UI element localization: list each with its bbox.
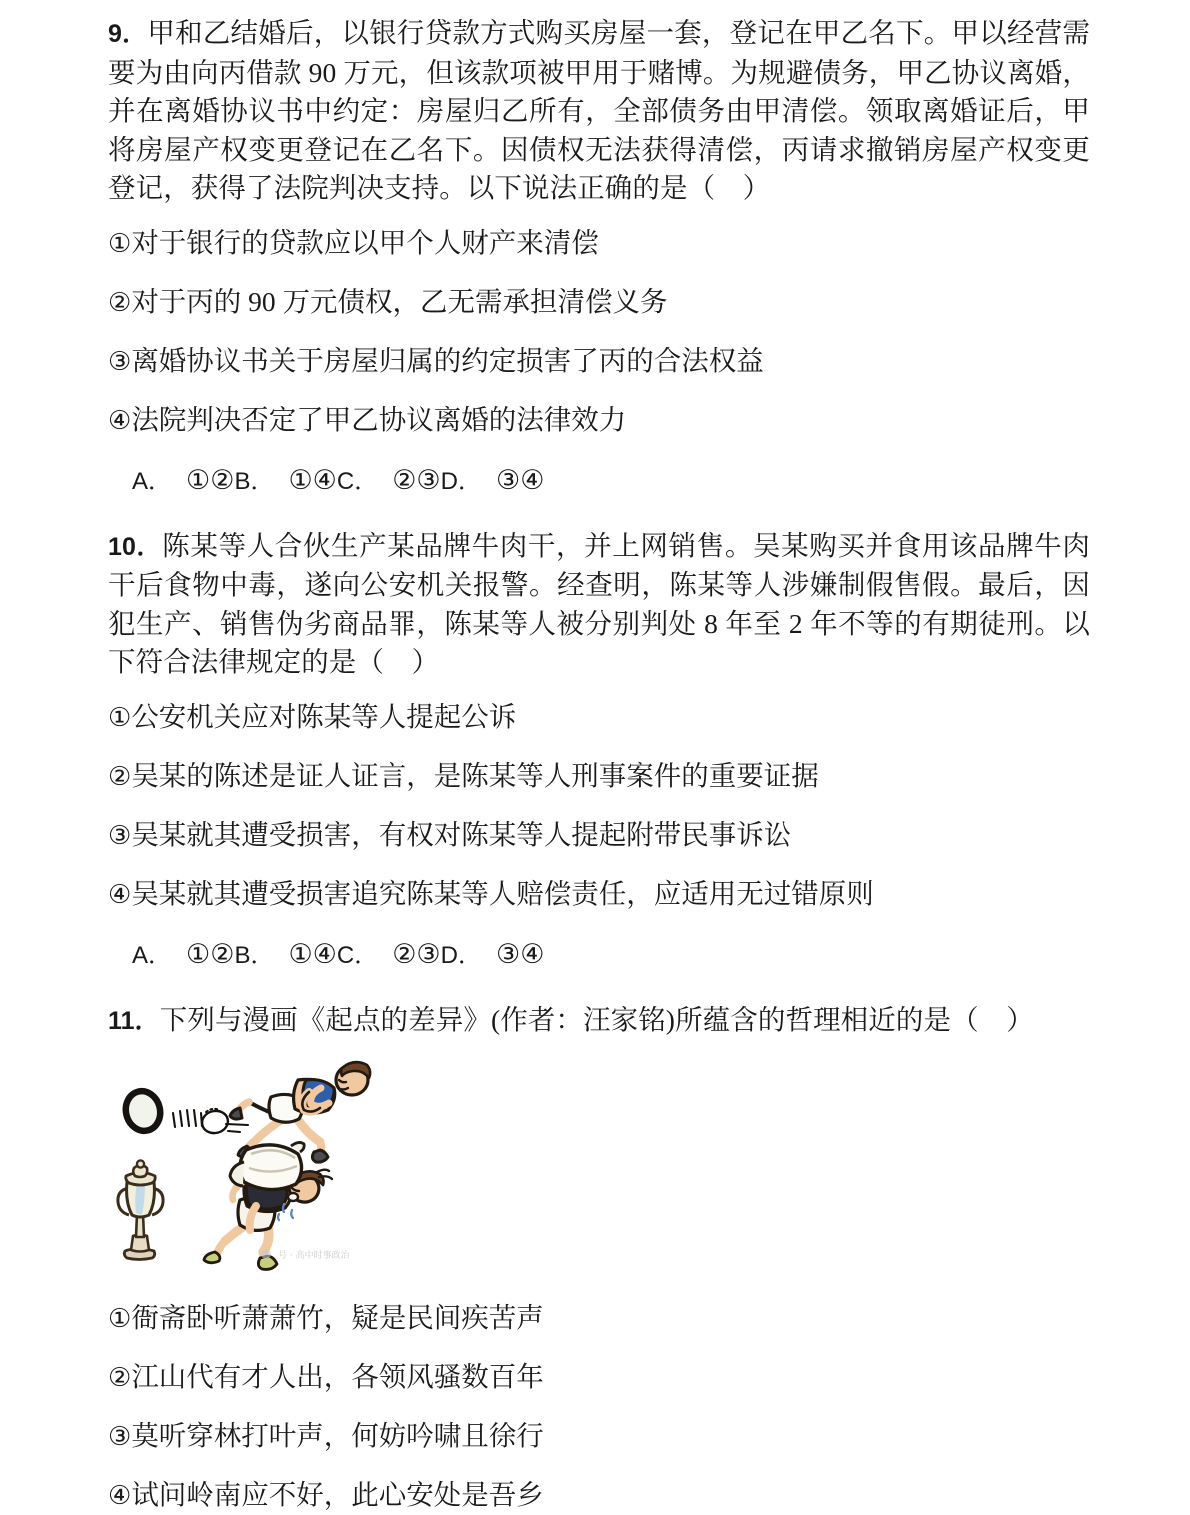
question-9-choice-row xyxy=(108,462,1090,500)
choice-b-value: ①④ xyxy=(288,464,337,496)
trophy-icon xyxy=(118,1160,163,1259)
option-marker: ④ xyxy=(108,879,132,910)
choice-d-value: ③④ xyxy=(495,464,545,496)
option-marker: ④ xyxy=(108,1481,132,1511)
option-text: 吴某就其遭受损害，有权对陈某等人提起附带民事诉讼 xyxy=(131,818,792,850)
option-marker: ① xyxy=(108,1304,132,1334)
question-10-option-3 xyxy=(108,816,1090,855)
option-text: 对于丙的 90 万元债权，乙无需承担清偿义务 xyxy=(131,285,668,317)
question-10-choice-row xyxy=(108,936,1090,974)
question-9-number-separator: ． xyxy=(122,20,148,48)
choice-a-label: A． xyxy=(132,467,173,495)
option-marker: ① xyxy=(108,228,132,259)
option-text: 衙斋卧听萧萧竹，疑是民间疾苦声 xyxy=(131,1302,544,1333)
question-9-option-1 xyxy=(108,224,1090,263)
question-10-option-4 xyxy=(108,875,1090,914)
option-marker: ② xyxy=(108,1363,132,1393)
choice-b-label: B． xyxy=(234,467,275,495)
question-10-options xyxy=(108,698,1090,914)
choice-b xyxy=(234,939,336,969)
question-11-options xyxy=(108,1299,1090,1515)
question-11-cartoon xyxy=(116,1058,1090,1273)
choice-c xyxy=(337,465,441,495)
question-9-option-3 xyxy=(108,342,1090,381)
option-marker: ① xyxy=(108,702,132,733)
option-text: 吴某的陈述是证人证言，是陈某等人刑事案件的重要证据 xyxy=(131,759,819,791)
question-9-stem-text: 甲和乙结婚后，以银行贷款方式购买房屋一套，登记在甲乙名下。甲以经营需要为由向丙借款 90 万元，但该款项被甲用于赌博。为规避债务，甲乙协议离婚，并在离婚协议书中约定：房屋归乙所有，全部债务由甲清偿。领取离婚证后，甲将房屋产权变更登记在乙名下。因债权无法获得清偿，丙请求撤销房屋产权变更登记，获得了法院判决支持。以下说法正确的是（ ） xyxy=(108,17,1090,203)
question-10-option-1 xyxy=(108,698,1090,737)
question-10-number: 10 xyxy=(108,532,137,561)
choice-c xyxy=(337,939,441,969)
choice-b xyxy=(234,465,336,495)
question-9-option-2 xyxy=(108,283,1090,322)
question-10-number-separator: ． xyxy=(136,532,163,561)
question-11-option-1 xyxy=(108,1299,1090,1338)
option-marker: ③ xyxy=(108,1422,132,1452)
question-10-option-2 xyxy=(108,757,1090,796)
option-text: 公安机关应对陈某等人提起公诉 xyxy=(131,700,517,732)
question-10-stem xyxy=(108,527,1090,682)
cartoon-illustration xyxy=(116,1058,416,1273)
choice-c-label: C． xyxy=(336,941,379,969)
option-marker: ③ xyxy=(108,820,132,851)
option-text: 离婚协议书关于房屋归属的约定损害了丙的合法权益 xyxy=(131,344,764,376)
choice-d-label: D． xyxy=(440,941,482,969)
question-11-option-3 xyxy=(108,1417,1090,1456)
choice-d xyxy=(441,465,545,495)
option-text: 对于银行的贷款应以甲个人财产来清偿 xyxy=(131,226,599,258)
question-11-stem xyxy=(108,1001,1090,1041)
choice-d-value: ③④ xyxy=(495,938,545,970)
option-marker: ② xyxy=(108,287,132,318)
question-9-option-4 xyxy=(108,401,1090,440)
option-text: 江山代有才人出，各领风骚数百年 xyxy=(131,1361,544,1392)
choice-d-label: D． xyxy=(440,467,482,495)
question-11-number-separator: ． xyxy=(134,1006,160,1035)
question-9-options xyxy=(108,224,1090,440)
question-11-option-2 xyxy=(108,1358,1090,1397)
question-11-number: 11 xyxy=(108,1006,135,1035)
question-10-stem-text: 陈某等人合伙生产某品牌牛肉干，并上网销售。吴某购买并食用该品牌牛肉干后食物中毒，遂向公安机关报警。经查明，陈某等人涉嫌制假售假。最后，因犯生产、销售伪劣商品罪，陈某等人被分别判处 8 年至 2 年不等的有期徒刑。以下符合法律规定的是（ ） xyxy=(108,529,1090,677)
choice-c-label: C． xyxy=(336,467,379,495)
choice-c-value: ②③ xyxy=(392,464,441,496)
option-text: 莫听穿林打叶声，何妨吟啸且徐行 xyxy=(131,1420,544,1451)
question-9-stem xyxy=(108,14,1090,208)
choice-a xyxy=(132,939,234,969)
option-text: 吴某就其遭受损害追究陈某等人赔偿责任，应适用无过错原则 xyxy=(131,877,874,909)
option-marker: ④ xyxy=(108,405,132,436)
choice-a xyxy=(132,465,234,495)
watermark-text: 号 · 高中时事政治 xyxy=(278,1251,350,1261)
question-11-option-4 xyxy=(108,1476,1090,1515)
choice-d xyxy=(441,939,545,969)
choice-c-value: ②③ xyxy=(392,938,441,970)
option-text: 试问岭南应不好，此心安处是吾乡 xyxy=(131,1479,544,1510)
choice-a-value: ①② xyxy=(186,464,235,496)
choice-b-value: ①④ xyxy=(288,938,337,970)
option-marker: ② xyxy=(108,761,132,792)
choice-a-label: A． xyxy=(132,941,173,969)
question-9-number: 9 xyxy=(108,20,123,48)
option-marker: ③ xyxy=(108,346,132,377)
option-text: 法院判决否定了甲乙协议离婚的法律效力 xyxy=(131,403,627,435)
choice-b-label: B． xyxy=(234,941,275,969)
hoop-ring-icon xyxy=(122,1087,165,1134)
question-11-stem-text: 下列与漫画《起点的差异》(作者：汪家铭)所蕴含的哲理相近的是（ ） xyxy=(159,1003,1034,1035)
choice-a-value: ①② xyxy=(186,938,235,970)
